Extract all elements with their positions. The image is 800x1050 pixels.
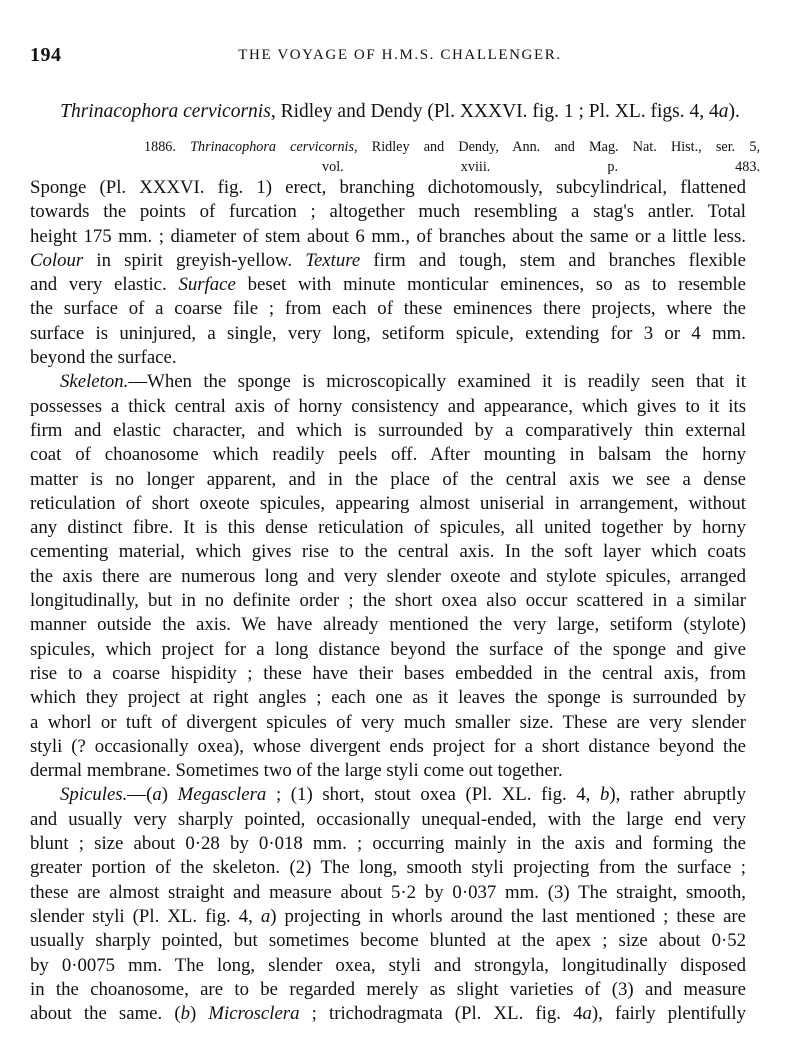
- text-line: cementing material, which gives rise to the central axis. In the soft layer which coats: [30, 541, 746, 563]
- text-span: ), rather abruptly: [609, 784, 747, 806]
- citation-year: 1886.: [144, 139, 176, 155]
- text-span: ), fairly plentifully: [591, 1003, 746, 1025]
- text-span: b: [600, 784, 610, 806]
- heading-fig-letter: a: [718, 101, 729, 122]
- text-line: height 175 mm. ; diameter of stem about 6 mm., of branches about the same or a little less.: [30, 225, 746, 247]
- text-span: a: [152, 784, 162, 806]
- text-line: in the choanosome, are to be regarded merely as slight varieties of (3) and measure: [30, 978, 746, 1000]
- text-line: reticulation of short oxeote spicules, appearing almost uniserial in arrangement, without: [30, 492, 746, 514]
- citation-line: [144, 137, 760, 157]
- journal-title: THE VOYAGE OF H.M.S. CHALLENGER.: [238, 47, 562, 63]
- text-line: manner outside the axis. We have already mentioned the very large, setiform (stylote): [30, 614, 746, 636]
- text-span: slender styli (Pl. XL. fig. 4,: [30, 905, 261, 927]
- text-span: a: [260, 905, 271, 927]
- citation: [144, 137, 760, 177]
- text-span: about the same. (: [30, 1003, 181, 1025]
- text-line: towards the points of furcation ; altogether much resembling a stag's antler. Total: [30, 201, 746, 223]
- text-line: usually sharply pointed, but sometimes become blunted at the apex ; size about 0·52: [30, 930, 746, 952]
- species-name: Thrinacophora cervicornis: [60, 101, 271, 122]
- text-line: [30, 370, 746, 394]
- text-line: dermal membrane. Sometimes two of the large styli come out together.: [30, 760, 563, 782]
- text-line: any distinct fibre. It is this dense reticulation of spicules, all united together by horny: [30, 517, 746, 539]
- text-line: spicules, which project for a long distance beyond the surface of the sponge and give: [30, 638, 746, 660]
- text-line: and usually very sharply pointed, occasionally unequal-ended, with the large end very: [30, 808, 746, 830]
- text-span: ) projecting in whorls around the last mentioned ; these are: [270, 905, 746, 927]
- text-line: possesses a thick central axis of horny consistency and appearance, which gives to it its: [30, 395, 746, 417]
- citation-source: , Ridley and Dendy, Ann. and Mag. Nat. Hist., ser. 5,: [354, 139, 760, 155]
- text-span: beset with minute monticular eminences, so as to resemble: [235, 274, 746, 296]
- text-span: a: [582, 1003, 592, 1025]
- text-span: ; (1) short, stout oxea (Pl. XL. fig. 4,: [266, 784, 601, 806]
- text-line: greater portion of the skeleton. (2) The long, smooth styli projecting from the surface ;: [30, 857, 746, 879]
- text-span: —(: [127, 784, 153, 806]
- text-line: the axis there are numerous long and very slender oxeote and stylote spicules, arranged: [30, 565, 746, 587]
- text-span: b: [180, 1003, 190, 1025]
- body-text: [30, 176, 746, 1026]
- citation-species: Thrinacophora cervicornis: [190, 139, 355, 155]
- text-line: the surface of a coarse file ; from each of these eminences there projects, where the: [30, 298, 746, 320]
- text-span: firm and tough, stem and branches flexible: [360, 249, 746, 271]
- text-line: firm and elastic character, and which is surrounded by a comparatively thin external: [30, 419, 746, 441]
- text-line: [30, 249, 746, 273]
- text-line: by 0·0075 mm. The long, slender oxea, styli and strongyla, longitudinally disposed: [30, 954, 746, 976]
- running-head: [30, 44, 770, 68]
- text-line: a whorl or tuft of divergent spicules of very much smaller size. These are very slender: [30, 711, 746, 733]
- texture-label: Texture: [305, 249, 361, 271]
- skeleton-label: Skeleton.: [60, 371, 129, 393]
- surface-label: Surface: [178, 274, 236, 296]
- text-line: [30, 1002, 746, 1026]
- text-span: —When the sponge is microscopically examined it is readily seen that it: [128, 371, 746, 393]
- text-line: which they project at right angles ; each one as it leaves the sponge is surrounded by: [30, 687, 746, 709]
- text-line: Sponge (Pl. XXXVI. fig. 1) erect, branching dichotomously, subcylindrical, flattened: [30, 177, 746, 198]
- text-line: matter is no longer apparent, and in the place of the central axis we see a dense: [30, 468, 746, 490]
- text-line: beyond the surface.: [30, 347, 177, 369]
- text-line: [30, 905, 746, 929]
- microsclera-label: Microsclera: [208, 1003, 300, 1025]
- megasclera-label: Megasclera: [177, 784, 267, 806]
- text-line: surface is uninjured, a single, very long, setiform spicule, extending for 3 or 4 mm.: [30, 322, 746, 344]
- text-line: these are almost straight and measure about 5·2 by 0·037 mm. (3) The straight, smooth,: [30, 881, 746, 903]
- text-line: rise to a coarse hispidity ; these have their bases embedded in the central axis, from: [30, 662, 746, 684]
- text-span: ; trichodragmata (Pl. XL. fig. 4: [299, 1003, 583, 1025]
- heading-plates: , Ridley and Dendy (Pl. XXXVI. fig. 1 ; Pl. XL. figs. 4, 4: [270, 101, 719, 122]
- species-heading: [30, 101, 770, 123]
- text-line: [30, 273, 746, 297]
- colour-label: Colour: [30, 249, 84, 271]
- heading-close: ).: [728, 101, 740, 122]
- text-line: styli (? occasionally oxea), whose divergent ends project for a short distance beyond the: [30, 735, 746, 757]
- spicules-label: Spicules.: [60, 784, 128, 806]
- text-span: ): [161, 784, 178, 806]
- text-line: coat of choanosome which readily peels off. After mounting in balsam the horny: [30, 444, 746, 466]
- text-span: ): [190, 1003, 209, 1025]
- citation-line: vol. xviii. p. 483.: [322, 159, 760, 175]
- text-span: in spirit greyish-yellow.: [83, 249, 306, 271]
- text-line: [30, 783, 746, 807]
- page-number: 194: [30, 44, 62, 66]
- text-line: blunt ; size about 0·28 by 0·018 mm. ; occurring mainly in the axis and forming the: [30, 833, 746, 855]
- text-line: longitudinally, but in no definite order ; the short oxea also occur scattered in a similar: [30, 590, 746, 612]
- text-span: and very elastic.: [30, 274, 179, 296]
